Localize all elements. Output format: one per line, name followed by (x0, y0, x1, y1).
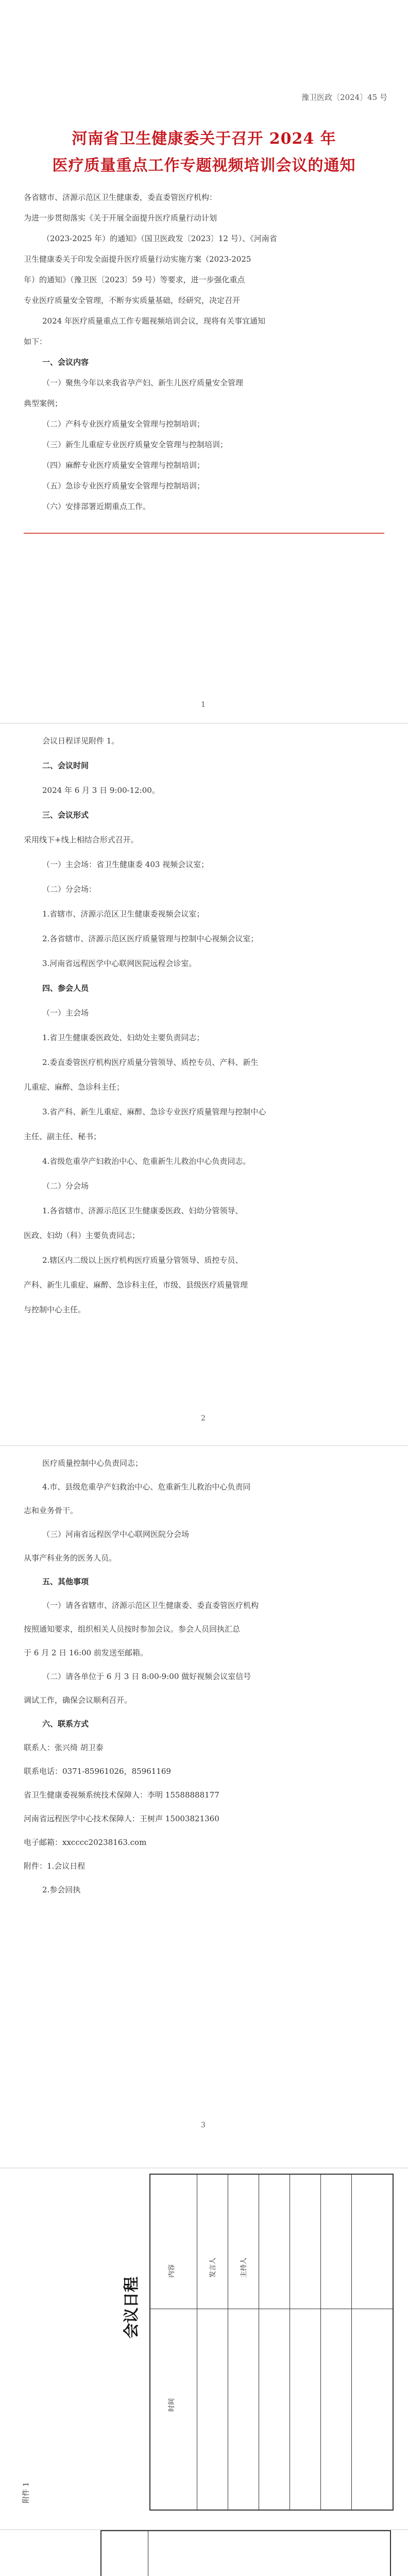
body-line: 省卫生健康委视频系统技术保障人：李明 15588888177 (24, 1790, 219, 1800)
body-line: 1.省卫生健康委医政处、妇幼处主要负责同志； (42, 1033, 205, 1042)
body-line: （一）主会场 (42, 1008, 89, 1018)
body-line: 河南省远程医学中心技术保障人：王树声 15003821360 (24, 1814, 219, 1823)
body-line: （六）安排部署近期重点工作。 (42, 502, 151, 511)
page-number: 2 (201, 1414, 206, 1422)
body-line: 五、其他事项 (42, 1577, 89, 1586)
body-line: 调试工作，确保会议顺利召开。 (24, 1696, 132, 1705)
page-2 (0, 724, 408, 1445)
body-line: 专业医疗质量安全管理，不断夯实质量基础，经研究，决定召开 (24, 296, 241, 305)
body-line: （二）产科专业医疗质量安全管理与控制培训； (42, 419, 205, 429)
attachment-1-label: 附件 1 (22, 2482, 30, 2503)
body-line: 附件：1.会议日程 (24, 1861, 86, 1871)
body-line: （二）分会场 (42, 1181, 89, 1191)
body-line: 3.河南省远程医学中心联网医院远程会诊室。 (42, 959, 197, 968)
body-line: 2.各省辖市、济源示范区医疗质量管理与控制中心视频会议室； (42, 934, 259, 943)
body-line: 六、联系方式 (42, 1719, 89, 1728)
body-line: 如下： (24, 337, 47, 346)
body-line: （四）麻醉专业医疗质量安全管理与控制培训； (42, 461, 205, 470)
schedule-header-content: 内容 (168, 2264, 176, 2278)
red-divider-line (24, 533, 384, 534)
body-line: 一、会议内容 (42, 358, 89, 367)
body-line: 2.参会回执 (42, 1885, 81, 1894)
body-line: 四、参会人员 (42, 984, 89, 993)
body-line: 2.委直委管医疗机构医疗质量分管领导、质控专员、产科、新生 (42, 1058, 259, 1067)
body-line: 电子邮箱：xxcccc20238163.com (24, 1838, 147, 1847)
schedule-header-speaker: 发言人 (209, 2257, 217, 2278)
body-line: （三）河南省远程医学中心联网医院分会场 (42, 1530, 190, 1539)
page-3 (0, 1446, 408, 2167)
body-line: 为进一步贯彻落实《关于开展全面提升医疗质量行动计划 (24, 213, 217, 223)
document-title-line-2: 医疗质量重点工作专题视频培训会议的通知 (52, 157, 356, 175)
body-line: 1.省辖市、济源示范区卫生健康委视频会议室； (42, 909, 205, 919)
table-rule (351, 2175, 352, 2510)
page-1 (0, 0, 408, 723)
schedule-header-host: 主持人 (240, 2257, 248, 2278)
body-line: 按照通知要求，组织相关人员按时参加会议。参会人员回执汇总 (24, 1624, 241, 1634)
body-line: 典型案例； (24, 399, 63, 408)
document-reference-number: 豫卫医政〔2024〕45 号 (301, 93, 387, 102)
body-line: 从事产科业务的医务人员。 (24, 1553, 117, 1563)
body-line: （二）请各单位于 6 月 3 日 8:00-9:00 做好视频会议室信号 (42, 1672, 251, 1681)
body-line: （一）请各省辖市、济源示范区卫生健康委、委直委管医疗机构 (42, 1601, 259, 1610)
body-line: 医政、妇幼（科）主要负责同志； (24, 1231, 140, 1240)
schedule-header-time: 时间 (168, 2398, 176, 2412)
body-line: 1.各省辖市、济源示范区卫生健康委医政、妇幼分管领导、 (42, 1206, 243, 1215)
page-number: 1 (201, 701, 206, 709)
body-line: （2023-2025 年）的通知》（国卫医政发〔2023〕12 号）、《河南省 (42, 234, 277, 243)
body-line: 志和业务骨干。 (24, 1506, 78, 1515)
body-line: 3.省产科、新生儿重症、麻醉、急诊专业医疗质量管理与控制中心 (42, 1107, 266, 1116)
body-line: 卫生健康委关于印发全面提升医疗质量行动实施方案（2023-2025 (24, 255, 251, 264)
body-line: 2024 年 6 月 3 日 9:00-12:00。 (42, 786, 160, 795)
table-rule (320, 2175, 321, 2510)
body-line: 年）的通知》（豫卫医〔2023〕59 号）等要求，进一步强化重点 (24, 275, 245, 284)
attachment-1-page (0, 2168, 408, 2529)
body-line: （五）急诊专业医疗质量安全管理与控制培训； (42, 481, 205, 490)
body-line: 与控制中心主任。 (24, 1305, 86, 1314)
receipt-table (100, 2530, 391, 2576)
body-line: 三、会议形式 (42, 810, 89, 820)
body-line: （二）分会场： (42, 885, 97, 894)
body-line: 联系电话：0371-85961026，85961169 (24, 1767, 171, 1776)
body-line: 采用线下+线上相结合形式召开。 (24, 835, 139, 844)
page-number: 3 (201, 2121, 206, 2129)
body-line: 主任、副主任、秘书； (24, 1132, 101, 1141)
body-line: 4.市、县级危重孕产妇救治中心、危重新生儿救治中心负责同 (42, 1482, 251, 1492)
body-line: 2024 年医疗质量重点工作专题视频培训会议，现将有关事宜通知 (42, 316, 265, 326)
body-line: （一）主会场：省卫生健康委 403 视频会议室； (42, 860, 209, 869)
body-line: 于 6 月 2 日 16:00 前发送至邮箱。 (24, 1648, 148, 1657)
body-line: 联系人：张兴绮 胡卫泰 (24, 1743, 104, 1752)
body-line: 各省辖市、济源示范区卫生健康委，委直委管医疗机构： (24, 193, 217, 202)
body-line: 儿重症、麻醉、急诊科主任； (24, 1082, 125, 1092)
body-line: 会议日程详见附件 1。 (42, 736, 120, 745)
schedule-table (149, 2174, 394, 2511)
body-line: 产科、新生儿重症、麻醉、急诊科主任，市级、县级医疗质量管理 (24, 1280, 248, 1290)
body-line: 4.省级危重孕产妇救治中心、危重新生儿救治中心负责同志。 (42, 1157, 251, 1166)
body-line: （三）新生儿重症专业医疗质量安全管理与控制培训； (42, 440, 228, 449)
body-line: （一）聚焦今年以来我省孕产妇、新生儿医疗质量安全管理 (42, 378, 244, 387)
body-line: 医疗质量控制中心负责同志； (42, 1459, 143, 1468)
attachment-1-title: 会议日程 (123, 2277, 141, 2338)
attachment-2-page (0, 2530, 408, 2576)
document-title-line-1: 河南省卫生健康委关于召开 2024 年 (72, 130, 336, 148)
body-line: 2.辖区内二级以上医疗机构医疗质量分管领导、质控专员、 (42, 1256, 243, 1265)
body-line: 二、会议时间 (42, 761, 89, 770)
